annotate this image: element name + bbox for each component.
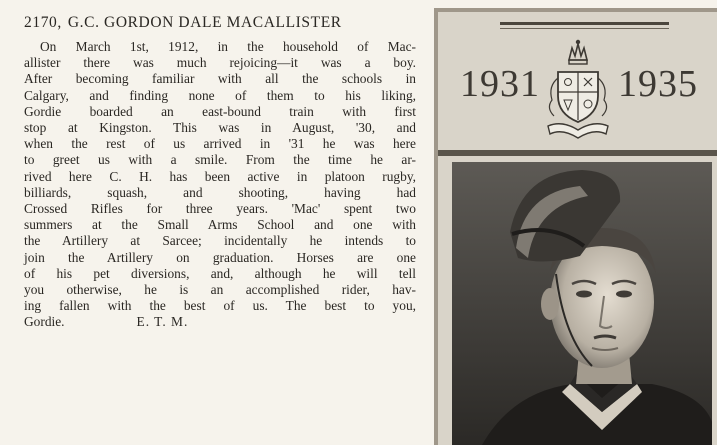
body-line: After becoming familiar with all the schools in bbox=[24, 71, 416, 87]
entry-number: 2170, bbox=[24, 14, 62, 31]
body-line: billiards, squash, and shooting, having had bbox=[24, 184, 416, 200]
cadet-portrait bbox=[452, 162, 712, 445]
entry-name: G.C. GORDON DALE MACALLISTER bbox=[67, 14, 342, 31]
entry-text bbox=[24, 14, 416, 331]
body-line: Crossed Rifles for three years. 'Mac' spent two bbox=[24, 201, 416, 217]
signature: E. T. M. bbox=[136, 314, 189, 330]
body-line: to greet us with a smile. From the time he ar- bbox=[24, 152, 416, 168]
entry-heading bbox=[24, 14, 416, 32]
college-crest-icon bbox=[542, 34, 614, 142]
body-line: when the rest of us arrived in '31 he was here bbox=[24, 136, 416, 152]
year-end: 1935 bbox=[618, 63, 698, 105]
panel-inner bbox=[438, 12, 717, 445]
body-line: rived here C. H. has been active in platoon rugby, bbox=[24, 168, 416, 184]
body-line: of his pet diversions, and, although he will tell bbox=[24, 265, 416, 281]
body-line-last bbox=[24, 314, 416, 330]
body-line: ing fallen with the best of us. The best to you, bbox=[24, 298, 416, 314]
yearbook-photo-panel bbox=[434, 8, 717, 445]
banner-bottom-rule bbox=[438, 150, 717, 156]
body-line: join the Artillery on graduation. Horses are one bbox=[24, 249, 416, 265]
body-line: allister there was much rejoicing—it was a boy. bbox=[24, 55, 416, 71]
closing-text: Gordie. bbox=[24, 314, 65, 330]
body-line: summers at the Small Arms School and one with bbox=[24, 217, 416, 233]
body-line: Calgary, and finding none of them to his liking, bbox=[24, 87, 416, 103]
body-line: On March 1st, 1912, in the household of Mac- bbox=[40, 39, 416, 54]
top-rule-thin bbox=[500, 28, 669, 29]
body-line: the Artillery at Sarcee; incidentally he intends to bbox=[24, 233, 416, 249]
top-rule bbox=[500, 22, 669, 25]
body-line: Gordie boarded an east-bound train with first bbox=[24, 103, 416, 119]
year-start: 1931 bbox=[460, 63, 540, 105]
body-line: stop at Kingston. This was in August, '30, and bbox=[24, 120, 416, 136]
body-line: you otherwise, he is an accomplished rider, hav- bbox=[24, 282, 416, 298]
